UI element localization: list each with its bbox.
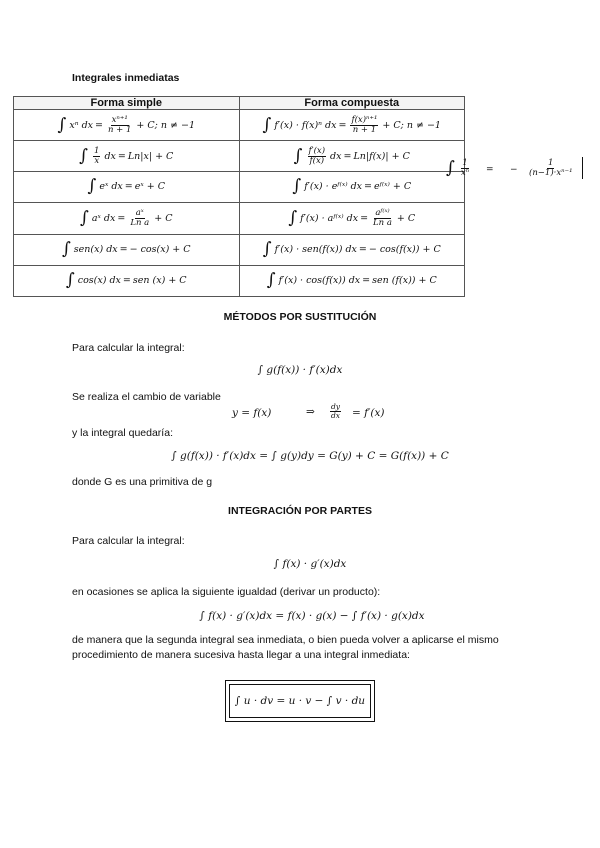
integral-sign: ∫ bbox=[262, 238, 272, 259]
integrand: f′(x) · aᶠ⁽ˣ⁾ dx bbox=[300, 213, 359, 224]
dy-num: dy bbox=[331, 402, 341, 412]
equals: = bbox=[360, 213, 369, 224]
cell-simple bbox=[14, 265, 240, 296]
table-row bbox=[14, 265, 465, 296]
boxed-formula bbox=[225, 680, 375, 722]
pre-den: x bbox=[94, 155, 100, 166]
integral-sign: ∫ bbox=[288, 208, 298, 228]
integrand: eˣ dx bbox=[99, 181, 123, 193]
equals: = bbox=[119, 243, 128, 255]
sustitucion-change-text: Se realiza el cambio de variable bbox=[72, 391, 221, 403]
partes-intro: Para calcular la integral: bbox=[72, 535, 185, 547]
integrand: dx bbox=[330, 150, 342, 162]
result-den: n + 1 bbox=[107, 124, 132, 135]
result-num: aᶠ⁽ˣ⁾ bbox=[375, 208, 390, 219]
integrand: sen(x) dx bbox=[73, 243, 118, 255]
side-eq: = bbox=[486, 165, 494, 175]
sustitucion-result-text: y la integral quedaría: bbox=[72, 427, 173, 439]
integral-sign: ∫ bbox=[87, 176, 97, 197]
implies-arrow: ⇒ bbox=[306, 406, 315, 418]
equals: = bbox=[364, 181, 372, 193]
partes-explain-line-2: procedimiento de manera sucesiva hasta llegar a una integral inmediata: bbox=[72, 649, 410, 661]
cell-simple bbox=[14, 203, 240, 234]
header-simple: Forma simple bbox=[14, 97, 240, 110]
table-row bbox=[14, 203, 465, 234]
result-tail: − cos(f(x)) + C bbox=[368, 243, 441, 255]
pre-fraction bbox=[308, 147, 327, 166]
result-tail: + C; n ≠ −1 bbox=[136, 119, 195, 131]
equals: = bbox=[358, 243, 367, 255]
side-formula: ∫ $\frac{1}{\text{xⁿ}}$ = − $\frac{1}{\text{(n−1)·xⁿ⁻¹}}$ bbox=[446, 155, 586, 191]
sustitucion-formula-1: ∫ g(f(x)) · f′(x)dx bbox=[257, 364, 343, 376]
cell-simple bbox=[14, 172, 240, 203]
result-tail: sen (f(x)) + C bbox=[372, 274, 437, 286]
side-int-den: xⁿ bbox=[460, 167, 470, 178]
sustitucion-formula-2: ∫ g(f(x)) · f′(x)dx = ∫ g(y)dy = G(y) + C = G(f(x)) + C bbox=[171, 450, 449, 462]
sustitucion-intro: Para calcular la integral: bbox=[72, 342, 185, 354]
cell-simple bbox=[14, 110, 240, 141]
equals: = bbox=[117, 150, 126, 162]
equals: = bbox=[362, 274, 371, 286]
result-fraction bbox=[129, 209, 150, 228]
side-int-num: 1 bbox=[462, 158, 468, 168]
equals: = bbox=[124, 181, 133, 193]
equals: = bbox=[95, 119, 103, 131]
change-rhs: = f′(x) bbox=[352, 407, 385, 419]
dy-dx bbox=[328, 403, 343, 421]
table-row bbox=[14, 110, 465, 141]
partes-formula-2: ∫ f(x) · g′(x)dx = f(x) · g(x) − ∫ f′(x) · g(x)dx bbox=[199, 610, 425, 622]
cell-simple bbox=[14, 234, 240, 265]
integral-sign: ∫ bbox=[266, 269, 276, 290]
table-row bbox=[14, 172, 465, 203]
result-num: aˣ bbox=[135, 208, 144, 219]
cell-compound bbox=[239, 172, 465, 203]
equals: = bbox=[338, 119, 347, 131]
integrand: f′(x) · f(x)ⁿ dx bbox=[274, 119, 337, 131]
document-title: Integrales inmediatas bbox=[72, 72, 180, 84]
equals: = bbox=[117, 213, 126, 224]
integrand: f′(x) · eᶠ⁽ˣ⁾ dx bbox=[304, 181, 363, 193]
cell-simple bbox=[14, 141, 240, 172]
integrand: f′(x) · cos(f(x)) dx bbox=[278, 274, 361, 286]
result-tail: eˣ + C bbox=[134, 181, 166, 193]
result-tail: + C bbox=[154, 213, 173, 224]
result-fraction bbox=[107, 116, 132, 135]
result-tail: Ln|f(x)| + C bbox=[353, 150, 410, 162]
partes-explain-line-1: de manera que la segunda integral sea inmediata, o bien pueda volver a aplicarse el mismo bbox=[72, 634, 499, 646]
side-sign: − bbox=[510, 165, 518, 175]
cell-compound bbox=[239, 110, 465, 141]
cell-compound bbox=[239, 203, 465, 234]
cell-compound bbox=[239, 265, 465, 296]
table-row bbox=[14, 141, 465, 172]
integral-sign: ∫ bbox=[80, 208, 89, 228]
result-num: xⁿ⁺¹ bbox=[111, 114, 128, 125]
integrand: dx bbox=[104, 150, 116, 162]
integral-sign: ∫ bbox=[293, 145, 303, 166]
integral-sign: ∫ bbox=[65, 269, 75, 290]
integral-sign: ∫ bbox=[79, 145, 89, 166]
dy-den: dx bbox=[331, 411, 341, 421]
integral-sign: ∫ bbox=[57, 114, 67, 135]
table-row bbox=[14, 234, 465, 265]
side-bar bbox=[582, 157, 583, 179]
result-tail: − cos(x) + C bbox=[129, 243, 191, 255]
equals: = bbox=[343, 150, 352, 162]
result-tail: + C bbox=[396, 213, 416, 224]
integrand: aˣ dx bbox=[91, 213, 116, 224]
result-tail: + C; n ≠ −1 bbox=[382, 119, 441, 131]
result-tail: sen (x) + C bbox=[132, 274, 187, 286]
pre-fraction bbox=[93, 147, 100, 166]
result-tail: Ln|x| + C bbox=[127, 150, 174, 162]
result-num: f(x)ⁿ⁺¹ bbox=[351, 114, 378, 125]
result-den: Ln a bbox=[130, 218, 150, 228]
result-fraction bbox=[372, 209, 393, 228]
result-den: n + 1 bbox=[352, 124, 377, 135]
side-res-den: (n−1)·xⁿ⁻¹ bbox=[529, 167, 573, 178]
change-lhs: y = f(x) bbox=[232, 407, 272, 419]
pre-num: f′(x) bbox=[308, 145, 326, 156]
equals: = bbox=[122, 274, 131, 286]
pre-num: 1 bbox=[94, 145, 100, 156]
integrals-table bbox=[13, 96, 465, 297]
sustitucion-note: donde G es una primitiva de g bbox=[72, 476, 213, 488]
result-tail: eᶠ⁽ˣ⁾ + C bbox=[374, 181, 412, 193]
result-fraction bbox=[350, 116, 378, 135]
cell-compound bbox=[239, 141, 465, 172]
integrand: cos(x) dx bbox=[77, 274, 121, 286]
integral-sign: ∫ bbox=[292, 176, 302, 197]
boxed-formula-text: ∫ u · dv = u · v − ∫ v · du bbox=[234, 695, 366, 707]
partes-identity-text: en ocasiones se aplica la siguiente igualdad (derivar un producto): bbox=[72, 586, 381, 598]
integral-sign: ∫ bbox=[262, 114, 272, 135]
partes-heading: INTEGRACIÓN POR PARTES bbox=[228, 505, 372, 517]
integral-sign: ∫ bbox=[61, 238, 71, 259]
integrand: xⁿ dx bbox=[69, 119, 94, 131]
integrand: f′(x) · sen(f(x)) dx bbox=[274, 243, 357, 255]
side-res-num: 1 bbox=[548, 158, 554, 168]
pre-den: f(x) bbox=[309, 155, 325, 166]
cell-compound bbox=[239, 234, 465, 265]
sustitucion-heading: MÉTODOS POR SUSTITUCIÓN bbox=[223, 311, 377, 323]
partes-formula-1: ∫ f(x) · g′(x)dx bbox=[273, 558, 347, 570]
result-den: Ln a bbox=[373, 218, 392, 228]
header-compound: Forma compuesta bbox=[239, 97, 465, 110]
